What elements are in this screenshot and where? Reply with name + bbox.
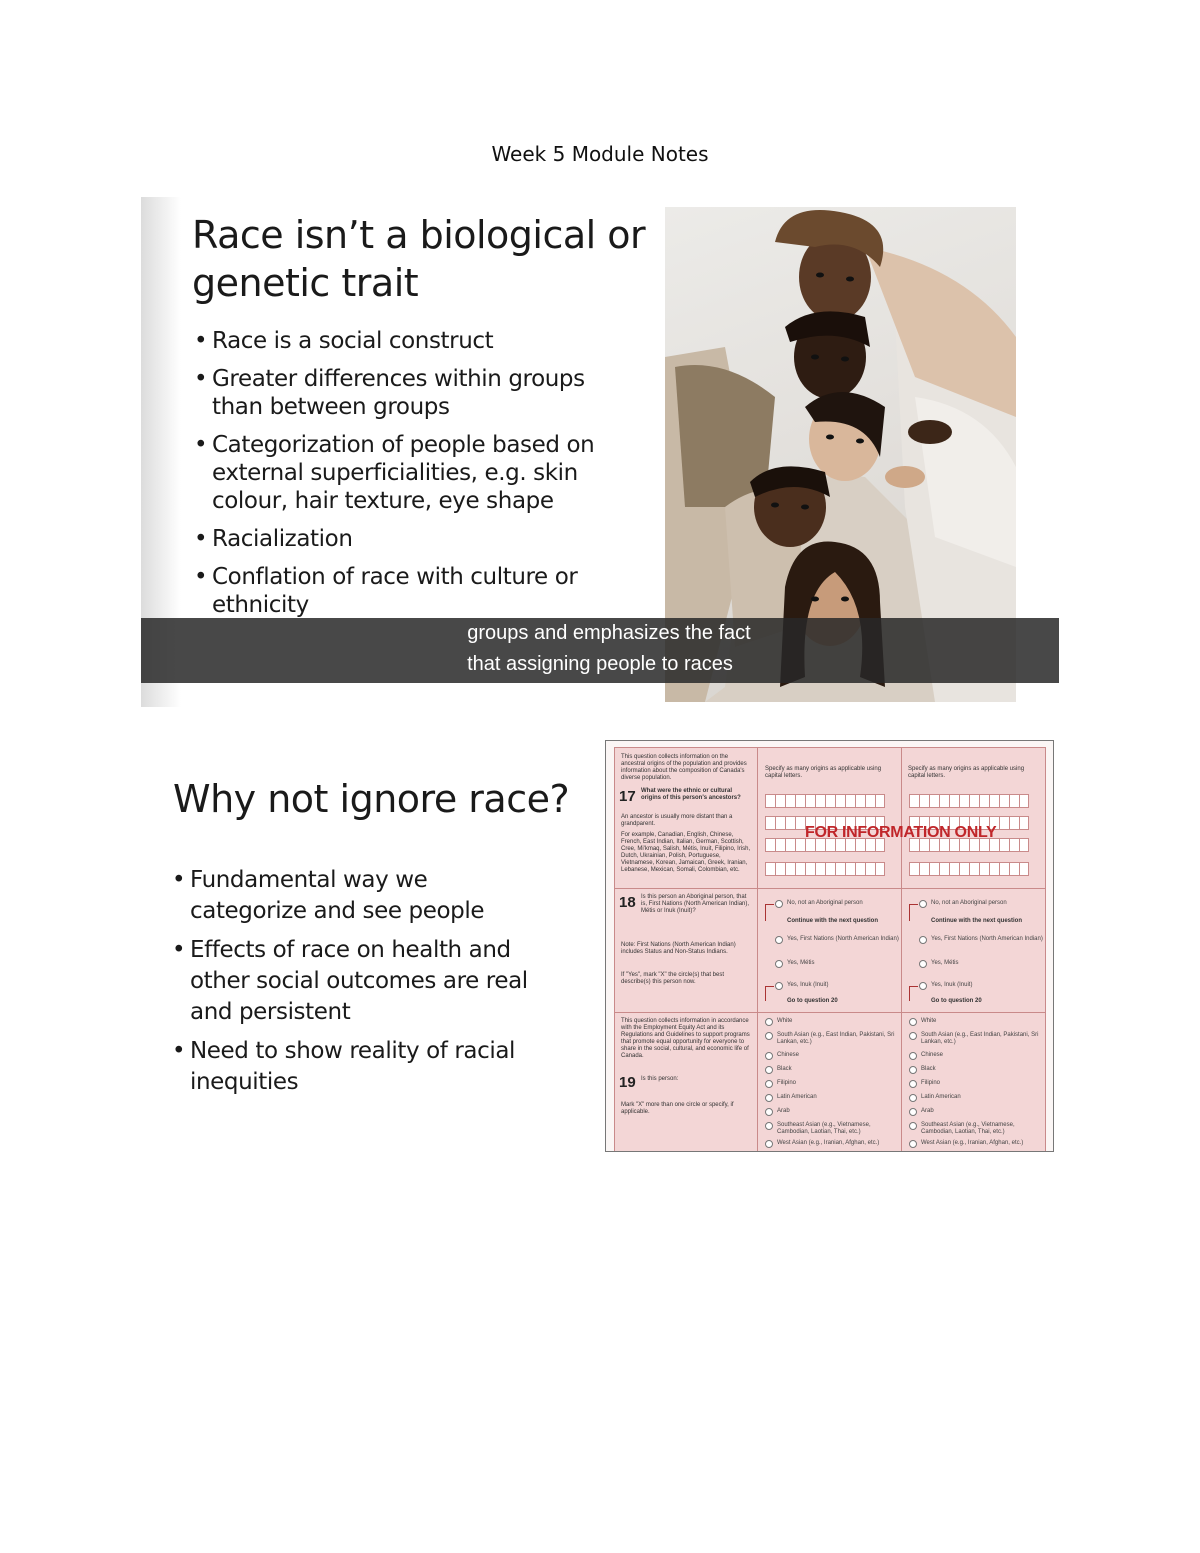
caption-line: that assigning people to races xyxy=(467,653,733,675)
origin-entry-boxes xyxy=(765,862,885,876)
q18-note: Note: First Nations (North American Indian) includes Status and Non-Status Indians. xyxy=(621,942,736,955)
specify-instruction: Specify as many origins as applicable using capital letters. xyxy=(765,766,882,779)
q18-instruction: If "Yes", mark "X" the circle(s) that best describe(s) this person now. xyxy=(621,972,724,985)
q17-examples: For example, Canadian, English, Chinese, French, East Indian, Italian, German, Scottish, Cree, Mi'kmaq, Salish, Métis, Inuit, Filipino, Irish, Dutch, Ukrainian, Polish, Portuguese, Vietnamese, Korean, Jamaican, Greek, Iranian, Lebanese, Mexican, Somali, Colombian, etc. xyxy=(621,832,751,873)
slide1-bullet: • Conflation of race with culture or ethnicity xyxy=(192,563,612,619)
q19-option: Southeast Asian (e.g., Vietnamese, Cambodian, Laotian, Thai, etc.) xyxy=(765,1122,902,1136)
slide2-bullet-list xyxy=(170,865,550,1106)
slide1-bullet: • Categorization of people based on external superficialities, e.g. skin colour, hair texture, eye shape xyxy=(192,431,612,515)
slide1-bullet-list xyxy=(192,327,612,629)
slide-race-not-biological xyxy=(141,197,1059,707)
q18-skip-instruction: Continue with the next question xyxy=(931,918,1022,924)
form-answer-column xyxy=(757,748,902,1152)
q19-option: White xyxy=(765,1018,902,1025)
page-title: Week 5 Module Notes xyxy=(491,142,709,166)
video-caption-bar xyxy=(141,618,1059,683)
origin-entry-boxes xyxy=(765,794,885,808)
slide2-bullet: • Effects of race on health and other social outcomes are real and persistent xyxy=(170,935,550,1028)
form-row-divider xyxy=(615,888,1045,889)
q19-question: Is this person: xyxy=(641,1076,679,1082)
skip-arrow xyxy=(909,986,918,1001)
skip-arrow xyxy=(765,986,774,1001)
q17-note: An ancestor is usually more distant than a grandparent. xyxy=(621,814,733,827)
q18-option: Yes, Inuk (Inuit) xyxy=(775,982,907,989)
slide1-bullet: • Race is a social construct xyxy=(192,327,612,355)
q17-number: 17 xyxy=(619,788,636,805)
q19-option: West Asian (e.g., Iranian, Afghan, etc.) xyxy=(765,1140,902,1147)
q18-option: Yes, First Nations (North American Indian) xyxy=(919,936,1051,943)
q19-option: West Asian (e.g., Iranian, Afghan, etc.) xyxy=(909,1140,1046,1147)
origin-entry-boxes xyxy=(909,794,1029,808)
census-form-grid xyxy=(614,747,1046,1152)
census-form-image xyxy=(605,740,1054,1152)
origin-entry-boxes xyxy=(909,862,1029,876)
q19-option: Filipino xyxy=(909,1080,1046,1087)
q18-number: 18 xyxy=(619,894,636,911)
q18-question: Is this person an Aboriginal person, that is, First Nations (North American Indian), Métis or Inuk (Inuit)? xyxy=(641,894,750,914)
slide2-title: Why not ignore race? xyxy=(173,777,570,821)
slide-why-not-ignore-race xyxy=(150,735,1060,1155)
q19-option: Latin American xyxy=(765,1094,902,1101)
q19-option: South Asian (e.g., East Indian, Pakistani, Sri Lankan, etc.) xyxy=(909,1032,1046,1046)
q19-option: Latin American xyxy=(909,1094,1046,1101)
q19-option: Filipino xyxy=(765,1080,902,1087)
q18-option: Yes, Métis xyxy=(919,960,1051,967)
q18-option: Yes, Inuk (Inuit) xyxy=(919,982,1051,989)
skip-arrow xyxy=(909,904,918,921)
slide2-bullet: • Need to show reality of racial inequities xyxy=(170,1036,550,1098)
q19-option: Chinese xyxy=(765,1052,902,1059)
skip-arrow xyxy=(765,904,774,921)
caption-line: groups and emphasizes the fact xyxy=(467,622,751,644)
slide1-title: Race isn’t a biological or genetic trait xyxy=(192,213,646,305)
q17-intro: This question collects information on the ancestral origins of the population and provides information about the composition of Canada's diverse population. xyxy=(621,754,747,781)
q19-option: White xyxy=(909,1018,1046,1025)
q19-option: Black xyxy=(765,1066,902,1073)
q19-number: 19 xyxy=(619,1074,636,1091)
q19-option: Black xyxy=(909,1066,1046,1073)
q18-skip-instruction: Go to question 20 xyxy=(931,998,982,1004)
slide2-bullet: • Fundamental way we categorize and see people xyxy=(170,865,550,927)
q19-option: Arab xyxy=(765,1108,902,1115)
q19-intro: This question collects information in accordance with the Employment Equity Act and its Regulations and Guidelines to support programs that promote equal opportunity for everyone to share in the social, cultural, and economic life of Canada. xyxy=(621,1018,750,1059)
q19-option: Chinese xyxy=(909,1052,1046,1059)
q19-option: Arab xyxy=(909,1108,1046,1115)
form-row-divider xyxy=(615,1012,1045,1013)
q19-option: Southeast Asian (e.g., Vietnamese, Cambodian, Laotian, Thai, etc.) xyxy=(909,1122,1046,1136)
slide1-bullet: • Racialization xyxy=(192,525,612,553)
specify-instruction: Specify as many origins as applicable using capital letters. xyxy=(908,766,1025,779)
q18-skip-instruction: Continue with the next question xyxy=(787,918,878,924)
q18-option: Yes, Métis xyxy=(775,960,907,967)
q18-option: No, not an Aboriginal person xyxy=(775,900,907,907)
q18-option: No, not an Aboriginal person xyxy=(919,900,1051,907)
q19-instruction: Mark "X" more than one circle or specify, if applicable. xyxy=(621,1102,734,1115)
q17-question: What were the ethnic or cultural origins of this person's ancestors? xyxy=(641,788,741,801)
slide1-bullet: • Greater differences within groups than between groups xyxy=(192,365,612,421)
q18-skip-instruction: Go to question 20 xyxy=(787,998,838,1004)
q18-option: Yes, First Nations (North American Indian) xyxy=(775,936,907,943)
q19-option: South Asian (e.g., East Indian, Pakistani, Sri Lankan, etc.) xyxy=(765,1032,902,1046)
for-information-only-stamp: FOR INFORMATION ONLY xyxy=(805,824,997,841)
